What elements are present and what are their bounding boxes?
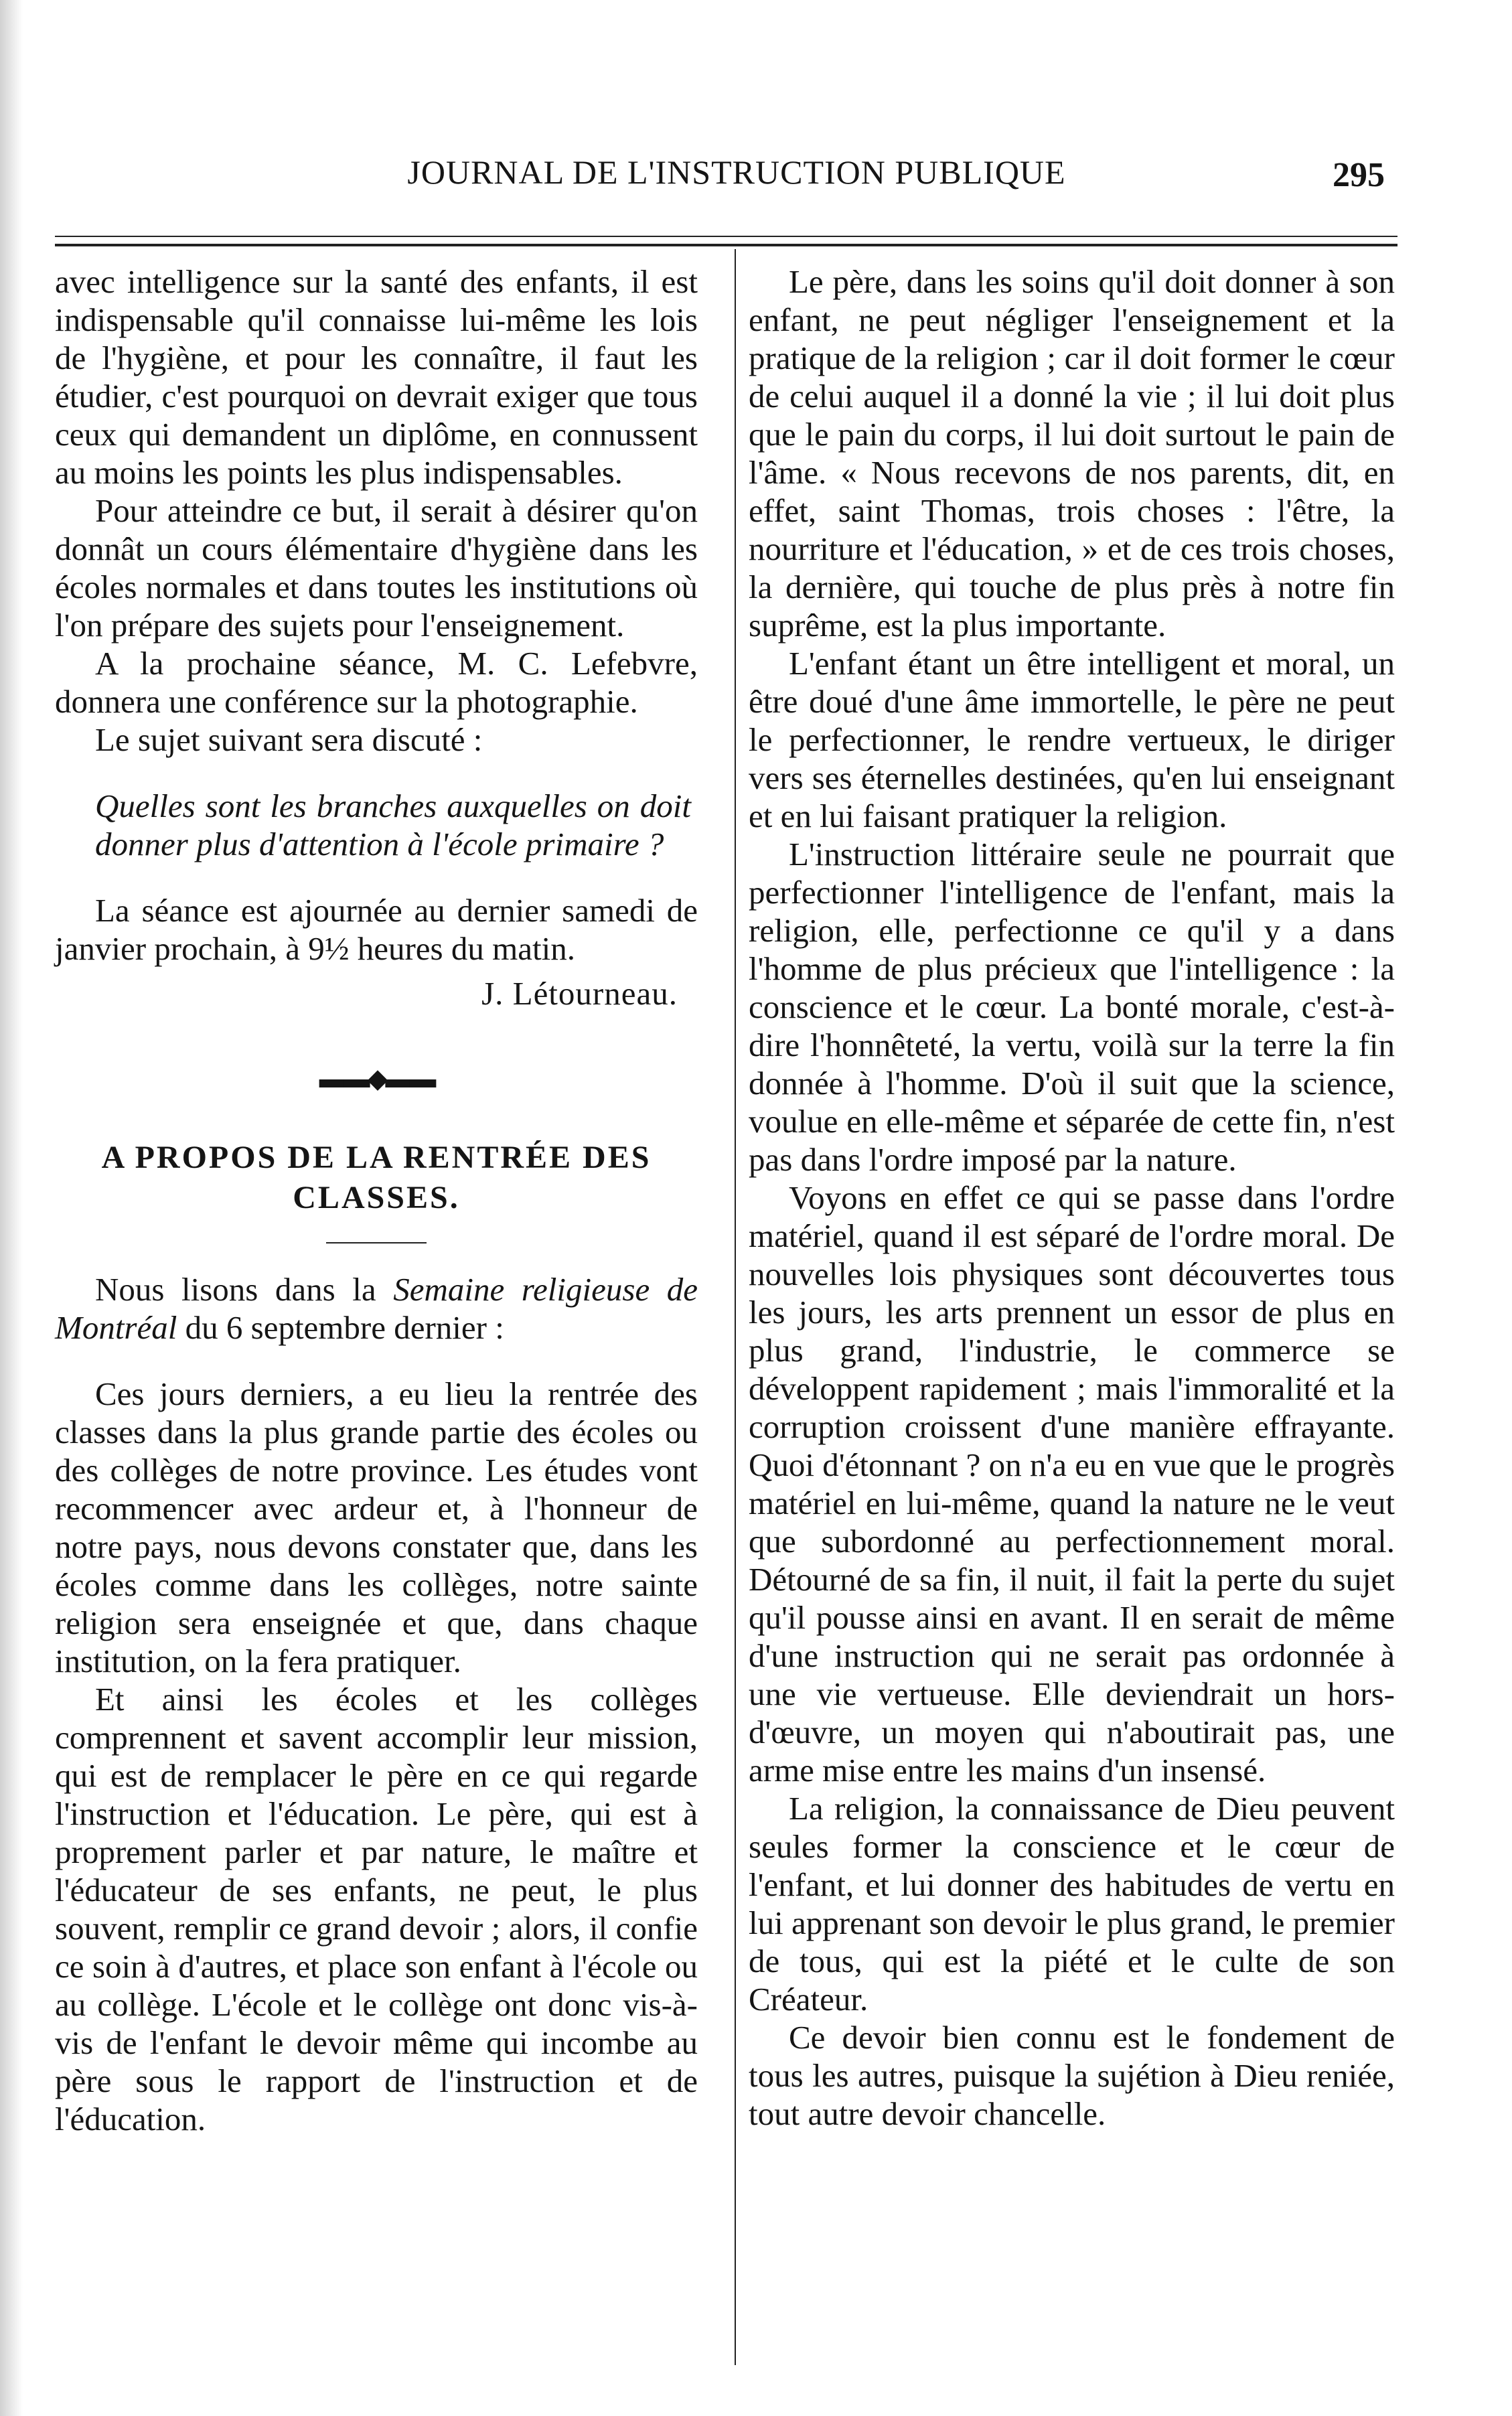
source-title: Semaine religieuse de Montréal bbox=[55, 1271, 698, 1346]
paragraph: Voyons en effet ce qui se passe dans l'ordre matériel, quand il est séparé de l'ordre moral. De nouvelles lois physiques sont découvertes tous les jours, les arts prennent un essor de plus en plus grand, l'industrie, le commerce se développent rapidement ; mais l'immoralité et la corruption croissent d'une manière effrayante. Quoi d'étonnant ? on n'a eu en vue que le progrès matériel en lui-même, quand la nature ne le veut que subordonné au perfectionnement moral. Détourné de sa fin, il nuit, il fait la perte du sujet qu'il pousse ainsi en avant. Il en serait de même d'une instruction qui ne serait pas ordonnée à une vie vertueuse. Elle deviendrait un hors-d'œuvre, un moyen qui n'aboutirait pas, une arme mise entre les mains d'un insensé. bbox=[749, 1179, 1395, 1789]
paragraph: La séance est ajournée au dernier samedi de janvier prochain, à 9½ heures du matin. bbox=[55, 892, 698, 967]
running-head: JOURNAL DE L'INSTRUCTION PUBLIQUE bbox=[407, 153, 1066, 191]
page-number: 295 bbox=[1333, 156, 1385, 194]
intro-text-end: du 6 septembre dernier : bbox=[177, 1309, 504, 1346]
paragraph: Le père, dans les soins qu'il doit donner à son enfant, ne peut négliger l'enseignement et la pratique de la religion ; car il doit former le cœur de celui auquel il a donné la vie ; il lui doit plus que le pain du corps, il lui doit surtout le pain de l'âme. « Nous recevons de nos parents, dit, en effet, saint Thomas, trois choses : l'être, la nourriture et l'éducation, » et de ces trois choses, la dernière, qui touche de plus près à notre fin suprême, est la plus importante. bbox=[749, 263, 1395, 644]
right-column bbox=[749, 262, 1395, 2133]
paragraph: L'instruction littéraire seule ne pourrait que perfectionner l'intelligence de l'enfant, mais la religion, elle, perfectionne ce qu'il y a dans l'homme de plus précieux que l'intelligence : la conscience et le cœur. La bonté morale, c'est-à-dire l'honnêteté, la vertu, voilà sur la terre la fin donnée à l'homme. D'où il suit que la science, voulue en elle-même et séparée de cette fin, n'est pas dans l'ordre imposé par la nature. bbox=[749, 836, 1395, 1178]
paragraph: Et ainsi les écoles et les collèges comprennent et savent accomplir leur mission, qui est de remplacer le père en ce qui regarde l'instruction et l'éducation. Le père, qui est à proprement parler et par nature, le maître et l'éducateur de ses enfants, ne peut, le plus souvent, remplir ce grand devoir ; alors, il confie ce soin à d'autres, et place son enfant à l'école ou au collège. L'école et le collège ont donc vis-à-vis de l'enfant le devoir même qui incombe au père sous le rapport de l'instruction et de l'éducation. bbox=[55, 1681, 698, 2137]
signature: J. Létourneau. bbox=[481, 975, 678, 1012]
header-rule-thick bbox=[55, 244, 1397, 246]
intro-paragraph bbox=[55, 1270, 698, 1347]
title-rule bbox=[326, 1242, 427, 1243]
paragraph: avec intelligence sur la santé des enfants, il est indispensable qu'il connaisse lui-même les lois de l'hygiène, et pour les connaître, il faut les étudier, c'est pourquoi on devrait exiger que tous ceux qui demandent un diplôme, en connussent au moins les points les plus indispensables. bbox=[55, 263, 698, 491]
paragraph: Le sujet suivant sera discuté : bbox=[95, 721, 483, 758]
paragraph: A la prochaine séance, M. C. Lefebvre, donnera une conférence sur la photographie. bbox=[55, 645, 698, 720]
column-divider bbox=[735, 249, 736, 2365]
section-title: A PROPOS DE LA RENTRÉE DES CLASSES. bbox=[101, 1140, 652, 1215]
paragraph: Ce devoir bien connu est le fondement de tous les autres, puisque la sujétion à Dieu reniée, tout autre devoir chancelle. bbox=[749, 2019, 1395, 2132]
paragraph: L'enfant étant un être intelligent et moral, un être doué d'une âme immortelle, le père ne peut le perfectionner, le rendre vertueux, le diriger vers ses éternelles destinées, qu'en lui enseignant et en lui faisant pratiquer la religion. bbox=[749, 645, 1395, 834]
discussion-question: Quelles sont les branches auxquelles on doit donner plus d'attention à l'école primaire ? bbox=[95, 787, 691, 862]
paragraph: La religion, la connaissance de Dieu peuvent seules former la conscience et le cœur de l'enfant, et lui donner des habitudes de vertu en lui apprenant son devoir le plus grand, le premier de tous, qui est la piété et le culte de son Créateur. bbox=[749, 1790, 1395, 2018]
left-column bbox=[55, 262, 698, 2138]
scan-edge-shadow bbox=[0, 0, 23, 2416]
header-rule bbox=[55, 236, 1397, 237]
paragraph: Ces jours derniers, a eu lieu la rentrée des classes dans la plus grande partie des écoles ou des collèges de notre province. Les études vont recommencer avec ardeur et, à l'honneur de notre pays, nous devons constater que, dans les écoles comme dans les collèges, notre sainte religion sera enseignée et que, dans chaque institution, on la fera pratiquer. bbox=[55, 1375, 698, 1679]
intro-text: Nous lisons dans la bbox=[95, 1271, 394, 1308]
ornament-divider: ▬▬◆▬▬ bbox=[319, 1063, 434, 1093]
paragraph: Pour atteindre ce but, il serait à désirer qu'on donnât un cours élémentaire d'hygiène dans les écoles normales et dans toutes les institutions où l'on prépare des sujets pour l'enseignement. bbox=[55, 492, 698, 644]
